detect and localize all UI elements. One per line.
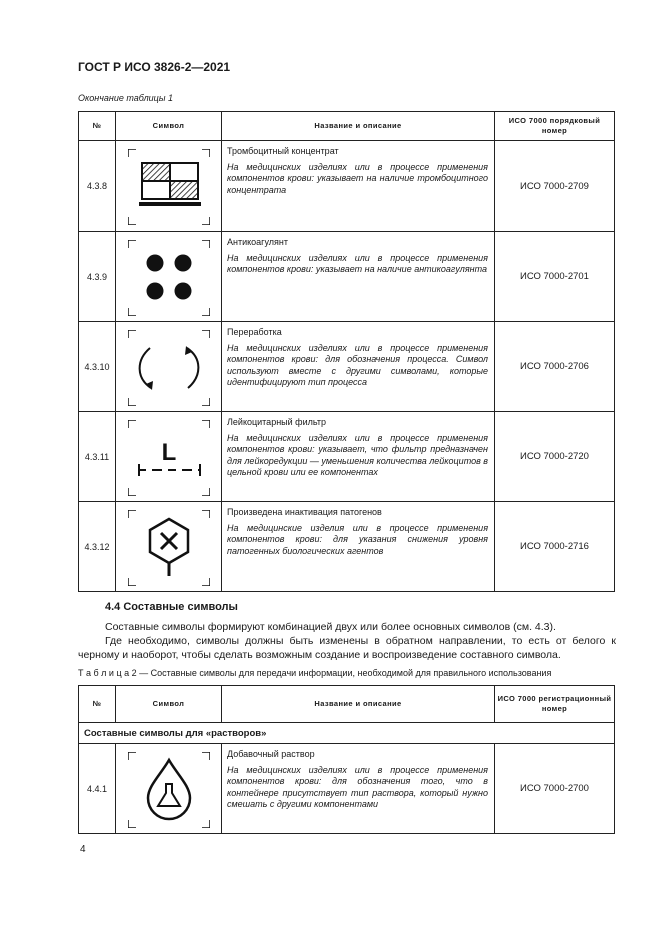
col-header-desc: Название и описание (222, 686, 495, 723)
platelet-concentrate-icon (128, 149, 210, 225)
symbol-description: На медицинских изделиях или в процессе применения компонентов крови: для обозначения того, что в контейнере присутствует тип раствора, который нужно смешать с другими компонентами (227, 764, 488, 809)
table-subheader: Составные символы для «растворов» (79, 723, 615, 744)
row-number: 4.4.1 (79, 744, 116, 834)
symbol-description: На медицинских изделиях или в процессе применения компонентов крови: указывает на наличие тромбоцитного концентрата (227, 161, 488, 195)
description-cell (222, 141, 495, 232)
col-header-iso: ИСО 7000 регистрационный номер (495, 686, 615, 723)
symbol-title: Тромбоцитный концентрат (227, 146, 339, 156)
table-row (79, 412, 615, 502)
symbol-cell (116, 232, 222, 322)
table-row (79, 502, 615, 592)
table-row (79, 744, 615, 834)
anticoagulant-icon (128, 240, 210, 316)
symbol-title: Добавочный раствор (227, 749, 315, 759)
iso-number: ИСО 7000-2709 (495, 141, 615, 232)
symbol-cell (116, 322, 222, 412)
iso-number: ИСО 7000-2720 (495, 412, 615, 502)
row-number: 4.3.12 (79, 502, 116, 592)
col-header-symbol: Символ (116, 686, 222, 723)
row-number: 4.3.8 (79, 141, 116, 232)
col-header-num: № (79, 686, 116, 723)
col-header-iso: ИСО 7000 порядковый номер (495, 112, 615, 141)
description-cell (222, 502, 495, 592)
leukocyte-filter-icon (128, 420, 210, 496)
pathogen-inactivation-icon (128, 510, 210, 586)
row-number: 4.3.9 (79, 232, 116, 322)
table2-caption-text: 2 — Составные символы для передачи информации, необходимой для правильного использования (131, 668, 552, 678)
description-cell (222, 232, 495, 322)
processing-icon (128, 330, 210, 406)
symbol-description: На медицинских изделиях или в процессе применения компонентов крови: для обозначения процесса. Символ используют вместе с другими символами, которые идентифицируют тип процесса (227, 342, 488, 387)
symbol-title: Произведена инактивация патогенов (227, 507, 382, 517)
table-header-row (79, 686, 615, 723)
document-header: ГОСТ Р ИСО 3826-2—2021 (78, 60, 231, 74)
symbol-cell (116, 502, 222, 592)
table2-caption (78, 668, 551, 678)
col-header-num: № (79, 112, 116, 141)
table-row (79, 322, 615, 412)
table2-caption-label: Т а б л и ц а (78, 668, 130, 678)
symbols-table-2 (78, 685, 615, 834)
section-paragraph-2: Где необходимо, символы должны быть изменены в обратном направлении, то есть от белого к черному и наоборот, чтобы сделать возможным создание и воспроизведение составного символа. (78, 635, 616, 661)
table-header-row (79, 112, 615, 141)
section-paragraph-1: Составные символы формируют комбинацией двух или более основных символов (см. 4.3). (105, 621, 556, 633)
col-header-symbol: Символ (116, 112, 222, 141)
row-number: 4.3.10 (79, 322, 116, 412)
symbol-description: На медицинских изделиях или в процессе применения компонентов крови: указывает на наличие антикоагулянта (227, 252, 488, 274)
symbols-table-1 (78, 111, 615, 592)
row-number: 4.3.11 (79, 412, 116, 502)
iso-number: ИСО 7000-2701 (495, 232, 615, 322)
iso-number: ИСО 7000-2706 (495, 322, 615, 412)
symbol-cell (116, 744, 222, 834)
leukocyte-letter: L (161, 439, 177, 466)
symbol-title: Антикоагулянт (227, 237, 288, 247)
table1-caption: Окончание таблицы 1 (78, 93, 173, 103)
table-row (79, 141, 615, 232)
table-subheader-row (79, 723, 615, 744)
description-cell (222, 412, 495, 502)
col-header-desc: Название и описание (222, 112, 495, 141)
symbol-description: На медицинские изделия или в процессе применения компонентов крови: для указания снижения уровня патогенных биологических агентов (227, 522, 488, 556)
section-title: 4.4 Составные символы (105, 601, 238, 613)
iso-number: ИСО 7000-2716 (495, 502, 615, 592)
description-cell (222, 322, 495, 412)
symbol-cell (116, 412, 222, 502)
symbol-description: На медицинских изделиях или в процессе применения компонентов крови: указывает, что фильтр предназначен для лейкоредукции — уменьшения количества лейкоцитов в цельной крови или ее компонентах (227, 432, 488, 477)
additive-solution-icon (128, 752, 210, 828)
symbol-cell (116, 141, 222, 232)
description-cell (222, 744, 495, 834)
iso-number: ИСО 7000-2700 (495, 744, 615, 834)
symbol-title: Переработка (227, 327, 282, 337)
table-row (79, 232, 615, 322)
symbol-title: Лейкоцитарный фильтр (227, 417, 326, 427)
page-number: 4 (80, 844, 86, 855)
